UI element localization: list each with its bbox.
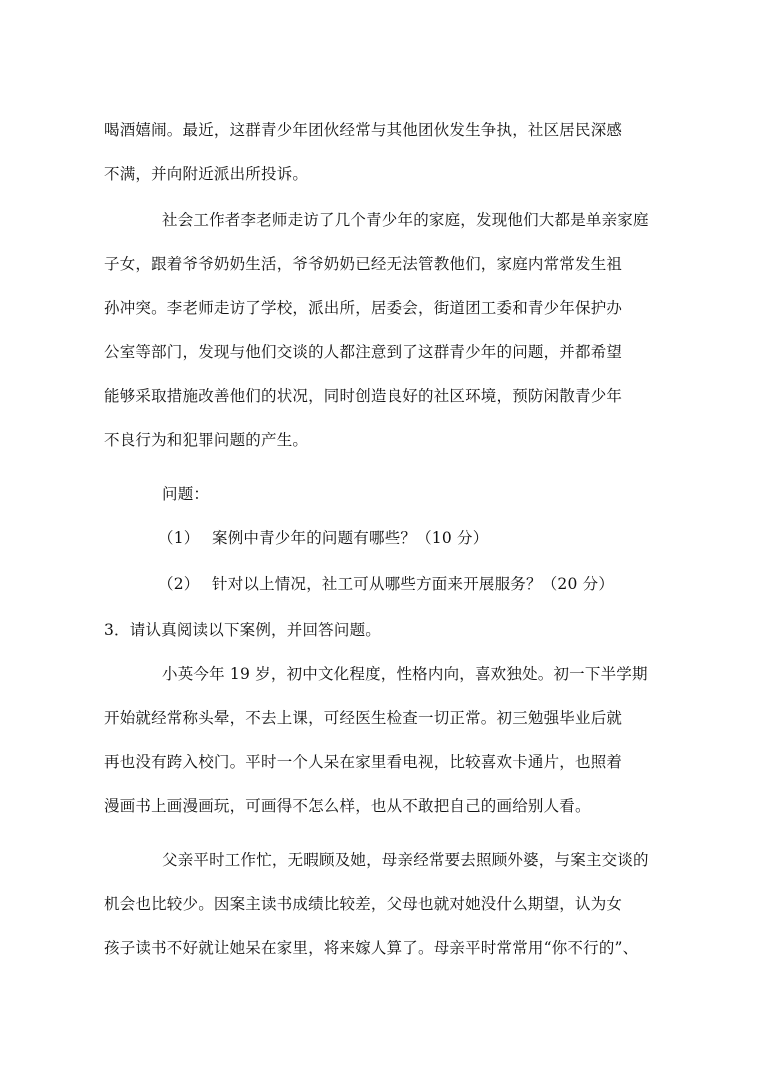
paragraph-line: 机会也比较少。因案主读书成绩比较差，父母也就对她没什么期望，认为女 <box>104 895 623 913</box>
paragraph-line: 社会工作者李老师走访了几个青少年的家庭，发现他们大都是单亲家庭 <box>162 211 649 229</box>
paragraph-line: 不满，并向附近派出所投诉。 <box>104 165 309 183</box>
paragraph-line: 子女，跟着爷爷奶奶生活，爷爷奶奶已经无法管教他们，家庭内常常发生祖 <box>104 255 623 273</box>
paragraph-line: 能够采取措施改善他们的状况，同时创造良好的社区环境，预防闲散青少年 <box>104 387 623 405</box>
paragraph-line: 公室等部门，发现与他们交谈的人都注意到了这群青少年的问题，并都希望 <box>104 343 623 361</box>
paragraph-line: 不良行为和犯罪问题的产生。 <box>104 431 309 449</box>
question-item <box>158 574 718 594</box>
paragraph-line: 小英今年 19 岁，初中文化程度，性格内向，喜欢独处。初一下半学期 <box>162 665 648 683</box>
questions-heading: 问题： <box>162 485 210 503</box>
paragraph-line: 父亲平时工作忙，无暇顾及她，母亲经常要去照顾外婆，与案主交谈的 <box>162 851 649 869</box>
section-heading: 3．请认真阅读以下案例，并回答问题。 <box>104 621 381 639</box>
paragraph-line: 喝酒嬉闹。最近，这群青少年团伙经常与其他团伙发生争执，社区居民深感 <box>104 121 623 139</box>
paragraph-line: 再也没有跨入校门。平时一个人呆在家里看电视，比较喜欢卡通片，也照着 <box>104 753 623 771</box>
question-item <box>158 528 718 548</box>
paragraph-line: 孩子读书不好就让她呆在家里，将来嫁人算了。母亲平时常常用“你不行的”、 <box>104 939 639 957</box>
paragraph-line: 开始就经常称头晕，不去上课，可经医生检查一切正常。初三勉强毕业后就 <box>104 709 623 727</box>
question-text: 案例中青少年的问题有哪些？（10 分） <box>212 529 489 547</box>
paragraph-line: 漫画书上画漫画玩，可画得不怎么样，也从不敢把自己的画给别人看。 <box>104 797 591 815</box>
paragraph-line: 孙冲突。李老师走访了学校，派出所，居委会，街道团工委和青少年保护办 <box>104 299 623 317</box>
question-number: （1） <box>158 529 200 547</box>
question-number: （2） <box>158 575 200 593</box>
question-text: 针对以上情况，社工可从哪些方面来开展服务？（20 分） <box>212 575 615 593</box>
